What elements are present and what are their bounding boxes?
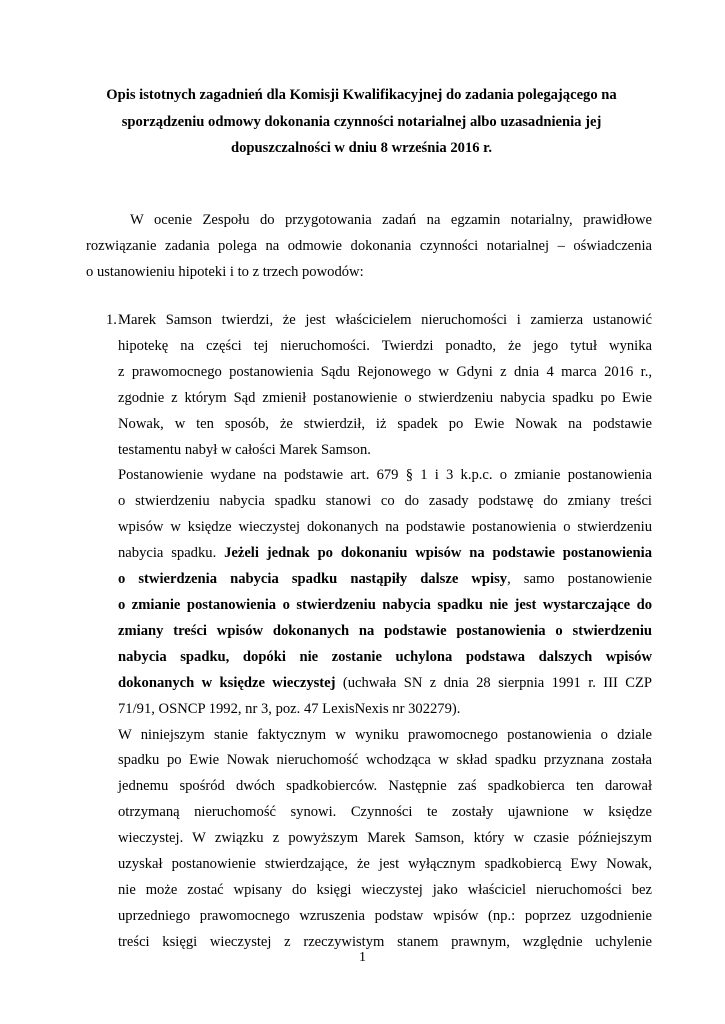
item-line: treści księgi wieczystej z rzeczywistym stanem prawnym, względnie uchylenie — [118, 933, 652, 950]
item-line: 71/91, OSNCP 1992, nr 3, poz. 47 LexisNexis nr 302279). — [118, 700, 461, 717]
title-line-1: Opis istotnych zagadnień dla Komisji Kwalifikacyjnej do zadania polegającego na — [106, 87, 617, 103]
intro-paragraph — [86, 207, 652, 285]
item-line: uprzedniego prawomocnego wzruszenia podstaw wpisów (np.: poprzez uzgodnienie — [118, 907, 652, 924]
item-line-bold-part: o stwierdzenia nabycia spadku nastąpiły dalsze wpisy — [118, 571, 508, 588]
item-line: wieczystej. W związku z powyższym Marek Samson, który w czasie późniejszym — [118, 830, 652, 847]
intro-line-3: o ustanowieniu hipoteki i to z trzech powodów: — [86, 264, 364, 281]
item-line: hipotekę na części tej nieruchomości. Twierdzi ponadto, że jego tytuł wynika — [118, 337, 652, 354]
item-line: nie może zostać wpisany do księgi wieczystej jako właściciel nieruchomości bez — [118, 881, 652, 898]
page-number: 1 — [359, 950, 366, 965]
item-line-bold: zmiany treści wpisów dokonanych na podstawie postanowienia o stwierdzeniu — [118, 622, 652, 639]
item-line: z prawomocnego postanowienia Sądu Rejonowego w Gdyni z dnia 4 marca 2016 r., — [118, 363, 652, 380]
intro-line-1: W ocenie Zespołu do przygotowania zadań na egzamin notarialny, prawidłowe — [130, 212, 652, 228]
numbered-list — [106, 308, 653, 956]
item-line-normal-part: , samo postanowienie — [507, 571, 652, 588]
item-line-mixed — [118, 541, 652, 567]
list-item-number: 1. — [106, 312, 117, 328]
item-line: o stwierdzeniu nabycia spadku stanowi co do zasady podstawę do zmiany treści — [118, 493, 652, 510]
item-line-bold: o zmianie postanowienia o stwierdzeniu nabycia spadku nie jest wystarczające do — [118, 596, 652, 613]
item-line-normal-part: (uchwała SN z dnia 28 sierpnia 1991 r. III CZP — [335, 674, 652, 691]
item-line: jednemu spośród dwóch spadkobierców. Następnie zaś spadkobierca ten darował — [118, 778, 652, 795]
item-line: spadku po Ewie Nowak nieruchomość wchodząca w skład spadku przyznana została — [118, 752, 652, 769]
item-line-mixed — [118, 671, 652, 697]
item-line: Postanowienie wydane na podstawie art. 679 § 1 i 3 k.p.c. o zmianie postanowienia — [118, 467, 652, 484]
item-line-normal-part: nabycia spadku. — [118, 545, 225, 562]
item-line: W niniejszym stanie faktycznym w wyniku prawomocnego postanowienia o dziale — [118, 726, 652, 743]
item-line-bold: nabycia spadku, dopóki nie zostanie uchylona podstawa dalszych wpisów — [118, 648, 652, 665]
item-line: wpisów w księdze wieczystej dokonanych na podstawie postanowienia o stwierdzeniu — [118, 519, 652, 536]
item-line-bold-part: Jeżeli jednak po dokonaniu wpisów na podstawie postanowienia — [224, 545, 653, 562]
item-line: zgodnie z którym Sąd zmienił postanowienie o stwierdzeniu nabycia spadku po Ewie — [118, 389, 652, 406]
item-line: uzyskał postanowienie stwierdzające, że jest wyłącznym spadkobiercą Ewy Nowak, — [118, 856, 652, 873]
item-line: testamentu nabył w całości Marek Samson. — [118, 441, 371, 458]
intro-line-2: rozwiązanie zadania polega na odmowie dokonania czynności notarialnej – oświadczenia — [86, 238, 652, 255]
item-line-bold-part: dokonanych w księdze wieczystej — [118, 674, 336, 691]
item-line: otrzymaną nieruchomość synowi. Czynności te zostały ujawnione w księdze — [118, 804, 652, 821]
item-line-mixed — [118, 567, 652, 593]
title-line-2: sporządzeniu odmowy dokonania czynności notarialnej albo uzasadnienia jej — [121, 113, 602, 130]
item-line: Nowak, w ten sposób, że stwierdził, iż spadek po Ewie Nowak na podstawie — [118, 415, 652, 432]
document-title — [80, 82, 643, 162]
title-line-3: dopuszczalności w dniu 8 września 2016 r. — [231, 140, 492, 156]
item-line: Marek Samson twierdzi, że jest właścicielem nieruchomości i zamierza ustanowić — [118, 312, 652, 328]
